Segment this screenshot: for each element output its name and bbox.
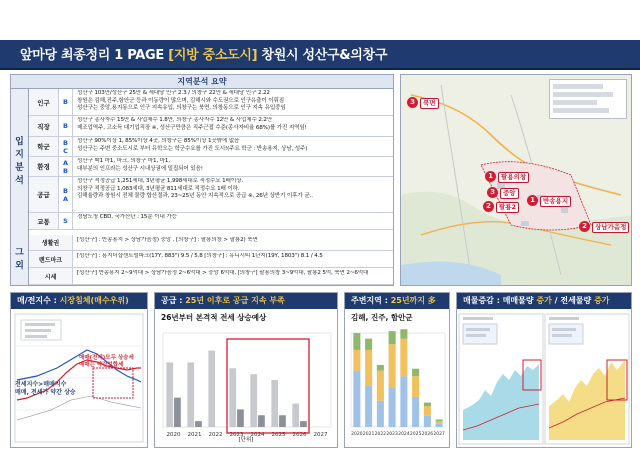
nearby-bar bbox=[365, 350, 372, 386]
panel-listings-sale: 매매물량 bbox=[502, 296, 537, 305]
summary-row-text bbox=[77, 138, 391, 153]
nearby-bar bbox=[353, 333, 360, 350]
nearby-x-tick: 2021 bbox=[362, 432, 375, 437]
map-marker-label: 팔룡2 bbox=[496, 202, 519, 213]
nearby-x-tick: 2020 bbox=[351, 432, 363, 437]
summary-row-text bbox=[77, 90, 391, 113]
grade-letter: B bbox=[63, 166, 68, 175]
supply-bar bbox=[250, 374, 257, 427]
supply-x-tick: 2023 bbox=[229, 432, 244, 438]
grade-letter: A bbox=[62, 158, 69, 167]
nearby-bar bbox=[389, 388, 396, 427]
supply-bar bbox=[195, 421, 202, 427]
summary-other-category: 생활권 bbox=[29, 235, 73, 250]
title-prefix: 앞마당 최종정리 1 PAGE bbox=[20, 48, 169, 63]
nearby-bar bbox=[424, 406, 431, 415]
region-map bbox=[400, 74, 632, 286]
supply-bar bbox=[300, 421, 307, 427]
nearby-bar bbox=[412, 369, 419, 377]
nearby-x-tick: 2026 bbox=[421, 432, 434, 437]
summary-row bbox=[29, 89, 393, 116]
region-summary-table bbox=[10, 74, 394, 286]
panel-listings-title: 매물증감 : bbox=[463, 296, 503, 305]
supply-chart bbox=[155, 323, 337, 447]
map-marker-label: 팔용의창 bbox=[498, 172, 529, 183]
title-suffix: 창원시 성산구&의창구 bbox=[257, 48, 388, 63]
price-index-note bbox=[15, 381, 76, 397]
summary-line: 제조업역주, 고소득 대기업직장 ※, 성산구만큼은 직주근접 수준(종사자비율 68%)를 가진 지역임! bbox=[77, 124, 307, 131]
supply-bar bbox=[166, 362, 173, 427]
summary-other-category: 랜드마크 bbox=[29, 251, 73, 267]
nearby-x-tick: 2023 bbox=[386, 432, 398, 437]
summary-row bbox=[29, 157, 393, 177]
panel-supply-head bbox=[155, 293, 337, 309]
grade-letter: B bbox=[63, 98, 68, 106]
summary-row bbox=[29, 137, 393, 157]
grade-letter: B bbox=[63, 186, 68, 195]
panel-price-index bbox=[10, 292, 148, 448]
summary-row-category: 환경 bbox=[29, 157, 59, 176]
nearby-bar bbox=[365, 339, 372, 350]
panel-listings bbox=[456, 292, 632, 448]
nearby-bar bbox=[353, 350, 360, 371]
summary-row-text bbox=[77, 117, 391, 132]
nearby-x-tick: 2025 bbox=[409, 432, 422, 437]
summary-line: 의창구 적정공급 1,083세대, 3년평균 811세대로 적정수요 1배 이하. bbox=[77, 185, 240, 192]
supply-bar bbox=[271, 380, 278, 427]
summary-row-grade bbox=[59, 157, 73, 176]
summary-row-grade bbox=[59, 213, 73, 229]
summary-row-category: 교통 bbox=[29, 213, 59, 229]
map-marker-number: 3 bbox=[407, 97, 418, 108]
price-index-note-1: 전세지수>매매지수 bbox=[15, 381, 67, 388]
supply-x-tick: 2027 bbox=[313, 432, 328, 438]
summary-row-grade bbox=[59, 89, 73, 115]
price-index-legend bbox=[79, 355, 134, 369]
grade-letter: S bbox=[63, 217, 68, 225]
supply-x-tick: 2026 bbox=[292, 432, 307, 438]
price-index-legend-1: 매매(전세)모두 상승세 bbox=[79, 355, 134, 361]
panel-nearby-sub: 김해, 진주, 함안군 bbox=[351, 313, 413, 322]
grade-letter: B bbox=[63, 138, 68, 147]
nearby-bar bbox=[400, 376, 407, 427]
supply-x-tick: 2024 bbox=[250, 432, 265, 438]
summary-row-category: 인구 bbox=[29, 89, 59, 115]
summary-line: 대부분의 인프라는 성산구 시내상권에 밀집되어 있음! bbox=[77, 165, 203, 172]
panel-supply bbox=[154, 292, 338, 448]
summary-line: 창원은 김해,진주,함안군 등과 이동량이 많으며, 김해시와 수도권으로 인구유출이 이뤄짐 bbox=[77, 97, 285, 104]
summary-row-text bbox=[77, 178, 391, 201]
summary-line: 성산구 적정공급 1,251세대, 3년평균 1,998세대로 적정수요 1배이상. bbox=[77, 178, 243, 184]
summary-row bbox=[29, 177, 393, 213]
summary-other-row bbox=[29, 235, 393, 251]
summary-row bbox=[29, 213, 393, 230]
panel-nearby-title: 주변지역 : bbox=[351, 296, 391, 305]
listings-chart bbox=[457, 310, 631, 448]
title-tag: [지방 중소도시] bbox=[168, 48, 258, 63]
supply-x-tick: 2022 bbox=[208, 432, 223, 438]
nearby-bar bbox=[377, 371, 384, 401]
panel-price-index-highlight: 시장침체(매수우위) bbox=[59, 296, 129, 305]
summary-heading: 지역분석 요약 bbox=[11, 75, 393, 89]
summary-row-grade bbox=[59, 116, 73, 136]
nearby-x-tick: 2027 bbox=[433, 432, 445, 437]
map-marker-label: 중앙 bbox=[500, 188, 519, 199]
panel-price-index-title: 매/전지수 : bbox=[17, 296, 60, 305]
nearby-bar bbox=[424, 416, 431, 427]
grade-letter: C bbox=[63, 146, 68, 155]
nearby-bar bbox=[400, 329, 407, 338]
panel-listings-head bbox=[457, 293, 631, 309]
panel-listings-rent-up: 증가 bbox=[594, 296, 610, 305]
summary-row-grade bbox=[59, 177, 73, 212]
map-marker-number: 2 bbox=[579, 221, 590, 232]
map-marker-label: 북면 bbox=[420, 98, 439, 109]
map-marker-number: 1 bbox=[527, 195, 538, 206]
nearby-x-tick: 2022 bbox=[374, 432, 387, 437]
grade-letter: B bbox=[63, 122, 68, 130]
supply-bar bbox=[258, 415, 265, 427]
nearby-bar bbox=[436, 421, 443, 423]
summary-other-row bbox=[29, 251, 393, 268]
nearby-bar bbox=[400, 339, 407, 377]
price-index-note-2: 매매, 전세가 약간 상승 bbox=[15, 389, 76, 396]
map-marker-label: 상남가음정 bbox=[592, 222, 629, 233]
nearby-bar bbox=[353, 371, 360, 427]
nearby-bar bbox=[389, 344, 396, 387]
summary-row-grade bbox=[59, 137, 73, 156]
map-marker-number: 2 bbox=[483, 201, 494, 212]
supply-unit: [단위] bbox=[238, 437, 254, 443]
summary-other-text: [성산구] : 용지더샵센트럴파크(17Y, 883") 9.5 / 5.8 [의창구] : 유니시티 1단지(19Y, 1803") 8.1 / 4.5 bbox=[77, 253, 323, 259]
price-index-chart bbox=[11, 310, 147, 448]
summary-line: 성산구는 중앙,용지동으로 인구 지속유입, 의창구는 북면, 의창동으로 인구 지속 유입중임 bbox=[77, 105, 286, 112]
nearby-bar bbox=[424, 403, 431, 407]
summary-row bbox=[29, 116, 393, 137]
summary-row-text bbox=[77, 214, 391, 222]
map-marker-label: 반송용지 bbox=[540, 196, 571, 207]
panel-listings-sale-up: 증가 bbox=[536, 296, 552, 305]
panel-listings-rent: / 전세물량 bbox=[551, 296, 595, 305]
page-title bbox=[20, 44, 387, 68]
panel-nearby-head bbox=[345, 293, 449, 309]
nearby-bar bbox=[436, 423, 443, 427]
summary-line: 성산구는 주변 중소도시로 부터 유학오는 학군수요를 가진 도시!(주요 학군 : 반송용지, 상남, 성주) bbox=[77, 145, 308, 152]
supply-x-tick: 2021 bbox=[187, 432, 202, 438]
nearby-bar bbox=[412, 397, 419, 427]
panel-supply-sub: 26년부터 본격적 전세 상승예상 bbox=[161, 313, 267, 322]
summary-line: 경남도청 CBD, 국가산단 : 15분 이내 가능 bbox=[77, 214, 177, 220]
panel-price-index-head bbox=[11, 293, 147, 309]
summary-row-category: 직장 bbox=[29, 116, 59, 136]
panel-nearby bbox=[344, 292, 450, 448]
summary-other-row bbox=[29, 268, 393, 285]
panel-nearby-highlight: 25년까지 多 bbox=[390, 296, 436, 305]
map-legend bbox=[549, 79, 627, 119]
supply-bar bbox=[229, 368, 236, 427]
summary-line: 성산구 90%이상 1, 85%이상 4곳, 의창구는 85%이상 1곳밖에 없음 bbox=[77, 138, 240, 144]
summary-row-text bbox=[77, 158, 391, 173]
nearby-bar bbox=[377, 401, 384, 427]
supply-bar bbox=[187, 362, 194, 427]
supply-x-tick: 2020 bbox=[166, 432, 181, 438]
panel-supply-title: 공급 : bbox=[161, 296, 186, 305]
nearby-bar bbox=[436, 419, 443, 421]
nearby-bar bbox=[389, 331, 396, 344]
panel-supply-highlight: 25년 이후로 공급 지속 부족 bbox=[185, 296, 285, 305]
nearby-x-tick: 2024 bbox=[398, 432, 410, 437]
summary-other-category: 시세 bbox=[29, 268, 73, 284]
map-marker-number: 1 bbox=[485, 171, 496, 182]
side-label-location: 입지분석 bbox=[11, 89, 29, 235]
supply-bar bbox=[237, 409, 244, 427]
summary-row-category: 학군 bbox=[29, 137, 59, 156]
nearby-bar bbox=[412, 376, 419, 397]
grade-letter: A bbox=[62, 194, 69, 203]
nearby-bar bbox=[365, 386, 372, 427]
supply-bar bbox=[208, 351, 215, 427]
supply-bar bbox=[279, 415, 286, 427]
summary-other-text: [성산구] : 반송용지 > 상남가음정) 중앙 , [의창구] : 팔용의창 > 팔룡2) 북면 bbox=[77, 237, 258, 243]
supply-bar bbox=[174, 398, 181, 427]
side-label-other: 그외 bbox=[11, 235, 29, 285]
nearby-bar bbox=[377, 365, 384, 371]
summary-line: 김해율량과 창원시 전체 물량 합산결과, 23~25년 동안 지속적으로 공급 ※, 26년 상반기 이후가 균.. bbox=[77, 193, 313, 200]
nearby-chart bbox=[345, 323, 449, 447]
price-index-legend-2: 매매는 약간보합세 bbox=[79, 362, 124, 368]
summary-line: 성산구 종사자수 15만 & 사업체수 1.8만, 의창구 종사자수 12만 & 사업체수 2.2만 bbox=[77, 117, 273, 123]
summary-other-text: [성산구] 반송용지 2~9억대 > 상남가음정 2~6억대 > 중앙 6억대, [의창구] 팔용의창 3~9억대, 팔룡2 5억, 북면 2~6억대 bbox=[77, 270, 369, 276]
map-marker-number: 3 bbox=[487, 187, 498, 198]
summary-line: 성산구 백1 마1, 마크, 의창구 마1, 마1, bbox=[77, 158, 170, 164]
supply-x-tick: 2025 bbox=[271, 432, 286, 438]
summary-row-category: 공급 bbox=[29, 177, 59, 212]
supply-bar bbox=[292, 404, 299, 428]
summary-line: 성산구 103만/성산구 25만 & 세대당 인구 2.3 / 의창구 22만 & 세대당 인구 2.22 bbox=[77, 90, 270, 96]
